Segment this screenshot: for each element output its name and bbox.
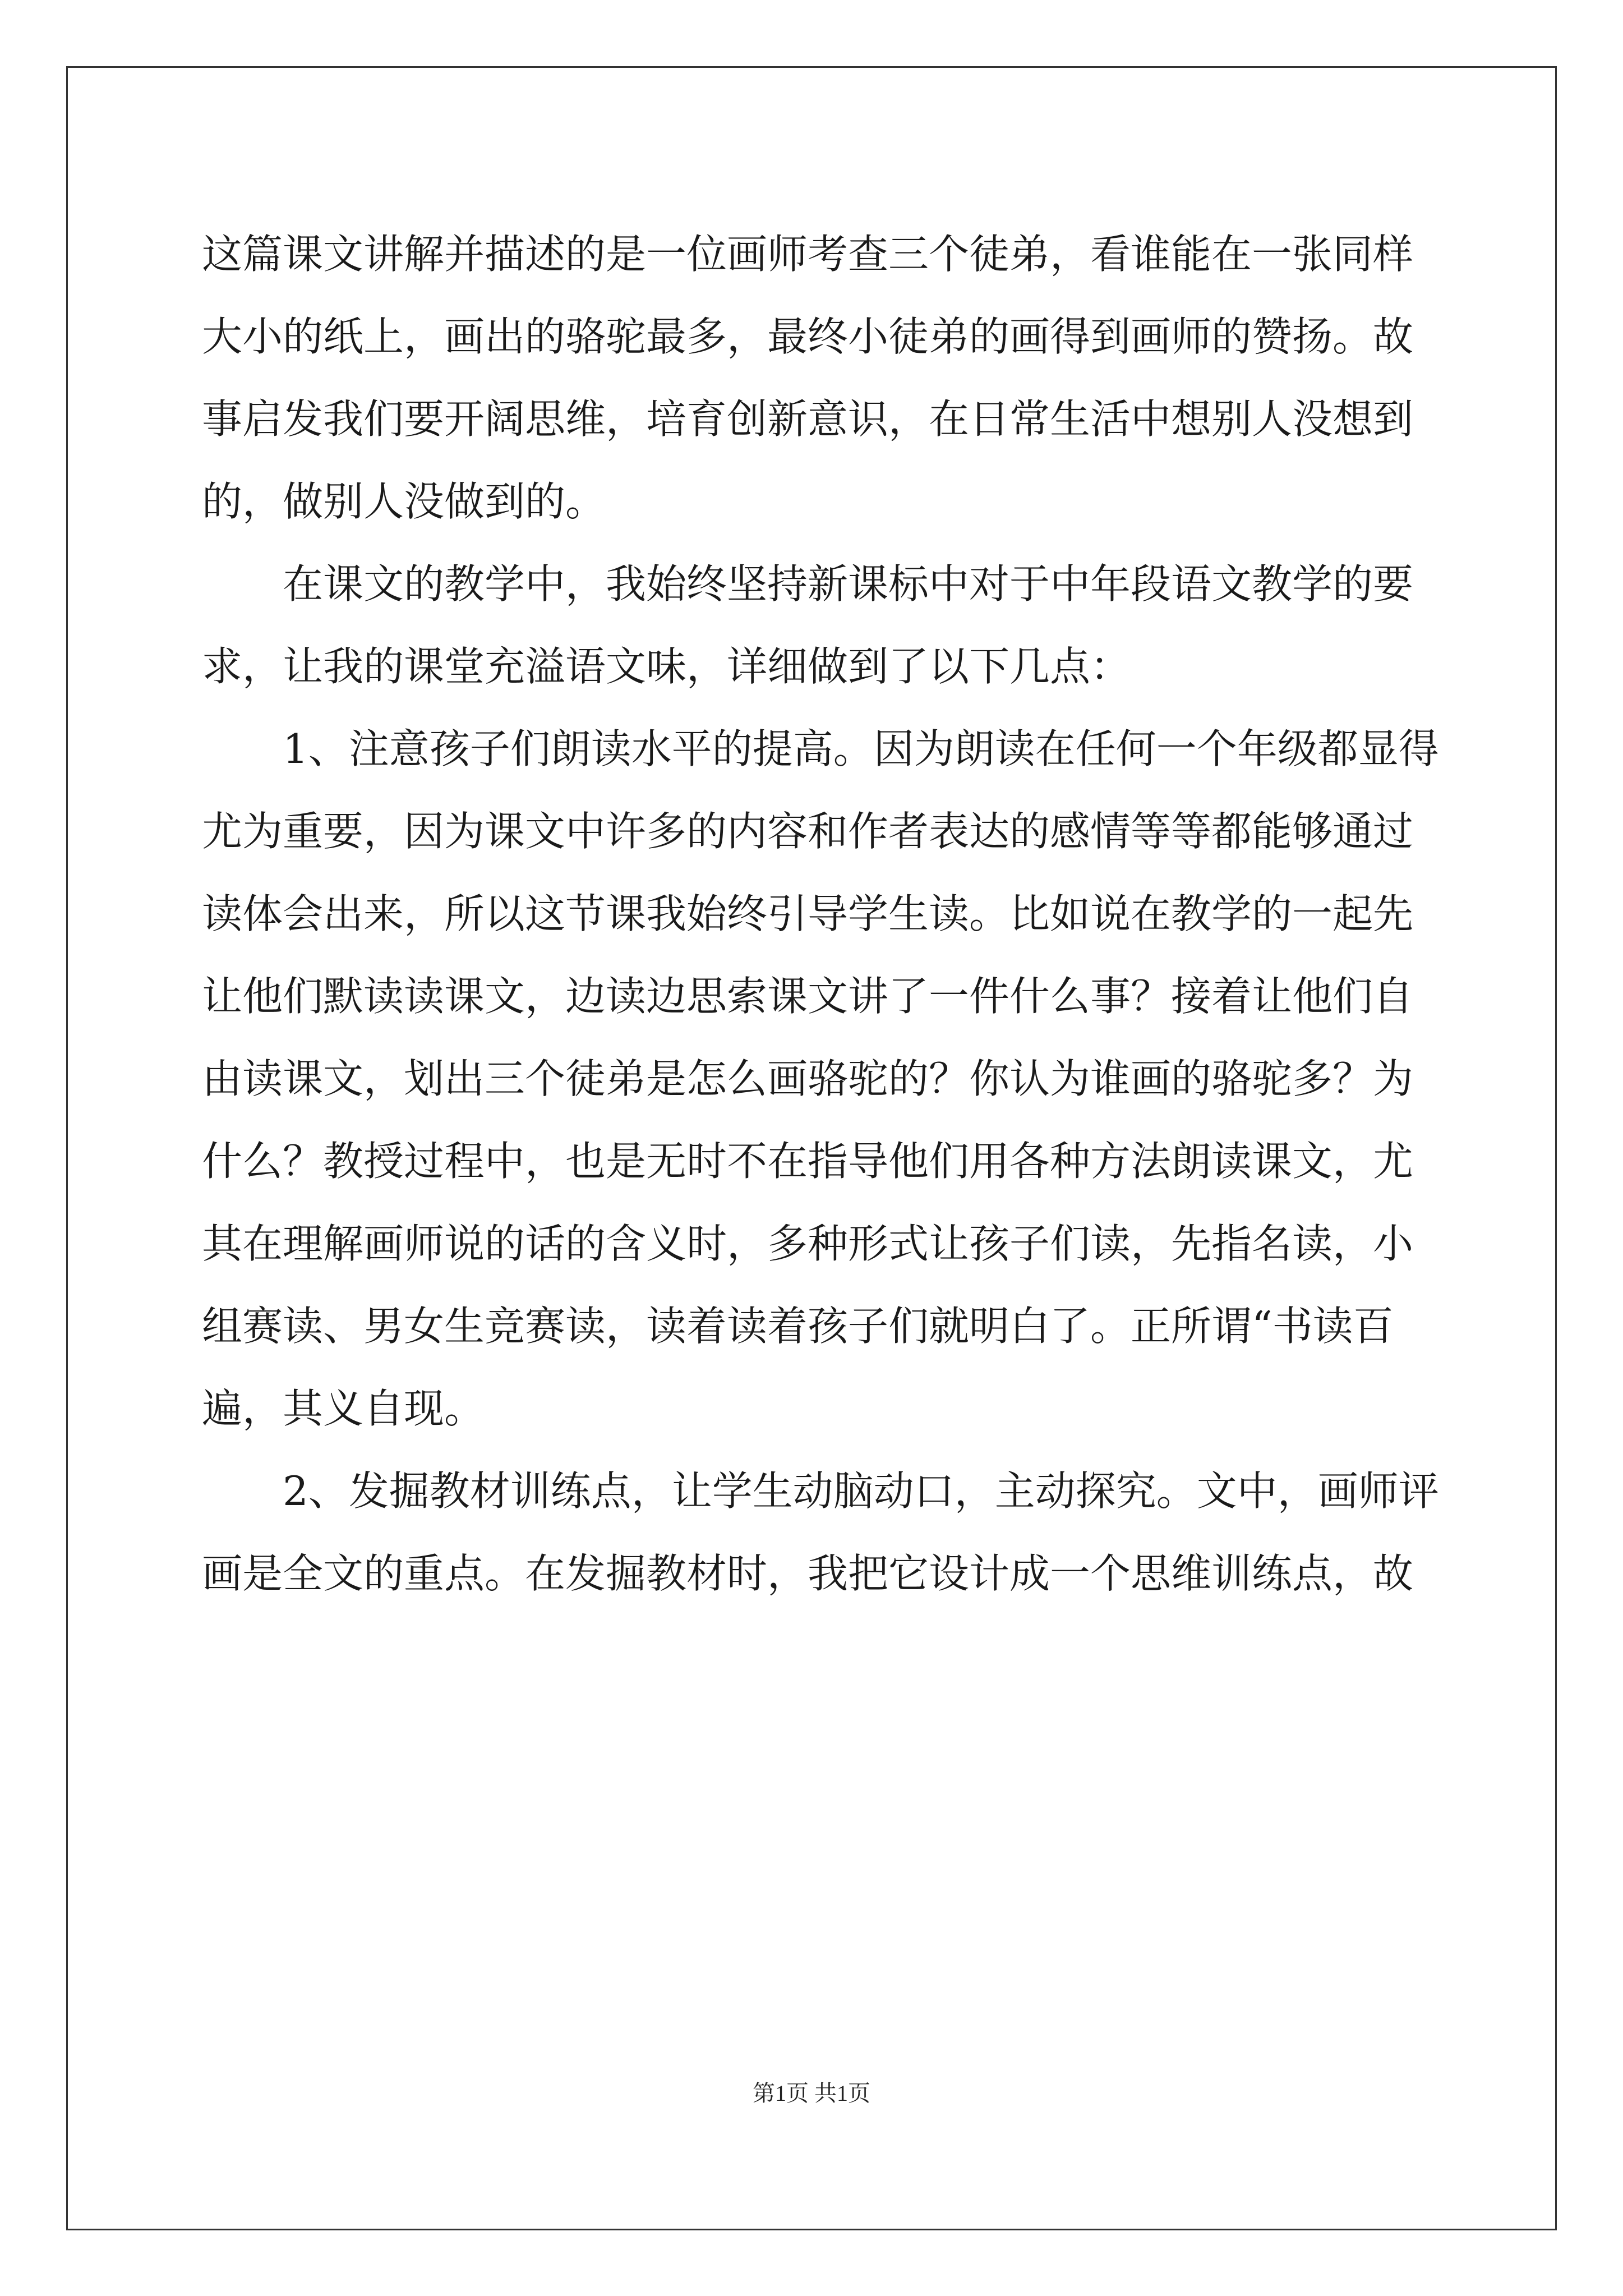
text-line: 1、注意孩子们朗读水平的提高。因为朗读在任何一个年级都显得 [283, 725, 1439, 772]
text-line: 2、发掘教材训练点，让学生动脑动口，主动探究。文中，画师评 [283, 1467, 1439, 1515]
text-line: 在课文的教学中，我始终坚持新课标中对于中年段语文教学的要 [283, 560, 1414, 608]
paragraph-3 [202, 708, 1439, 1450]
text-line: 这篇课文讲解并描述的是一位画师考查三个徒弟，看谁能在一张同样 [202, 231, 1414, 278]
text-line: 求，让我的课堂充溢语文味，详细做到了以下几点： [202, 643, 1131, 690]
page-number-footer: 第1页 共1页 [753, 2081, 870, 2106]
text-line: 让他们默读读课文，边读边思索课文讲了一件什么事？接着让他们自 [202, 973, 1414, 1020]
paragraph-4 [202, 1450, 1439, 1615]
text-line: 尤为重要，因为课文中许多的内容和作者表达的感情等等都能够通过 [202, 808, 1414, 855]
paragraph-1 [202, 213, 1424, 543]
text-line: 组赛读、男女生竞赛读，读着读着孩子们就明白了。正所谓“书读百 [202, 1303, 1394, 1350]
text-line: 由读课文，划出三个徒弟是怎么画骆驼的？你认为谁画的骆驼多？为 [202, 1055, 1414, 1102]
text-line: 大小的纸上，画出的骆驼最多，最终小徒弟的画得到画师的赞扬。故 [202, 313, 1414, 360]
text-line: 读体会出来，所以这节课我始终引导学生读。比如说在教学的一起先 [202, 890, 1414, 937]
text-line: 画是全文的重点。在发掘教材时，我把它设计成一个思维训练点，故 [202, 1550, 1414, 1597]
text-line: 什么？教授过程中，也是无时不在指导他们用各种方法朗读课文，尤 [202, 1138, 1414, 1185]
text-line: 遍，其义自现。 [202, 1385, 485, 1432]
text-line: 其在理解画师说的话的含义时，多种形式让孩子们读，先指名读，小 [202, 1220, 1414, 1267]
document-body [202, 213, 1439, 1615]
text-line: 事启发我们要开阔思维，培育创新意识，在日常生活中想别人没想到 [202, 395, 1414, 443]
paragraph-2 [202, 543, 1424, 708]
text-line: 的，做别人没做到的。 [202, 478, 606, 525]
